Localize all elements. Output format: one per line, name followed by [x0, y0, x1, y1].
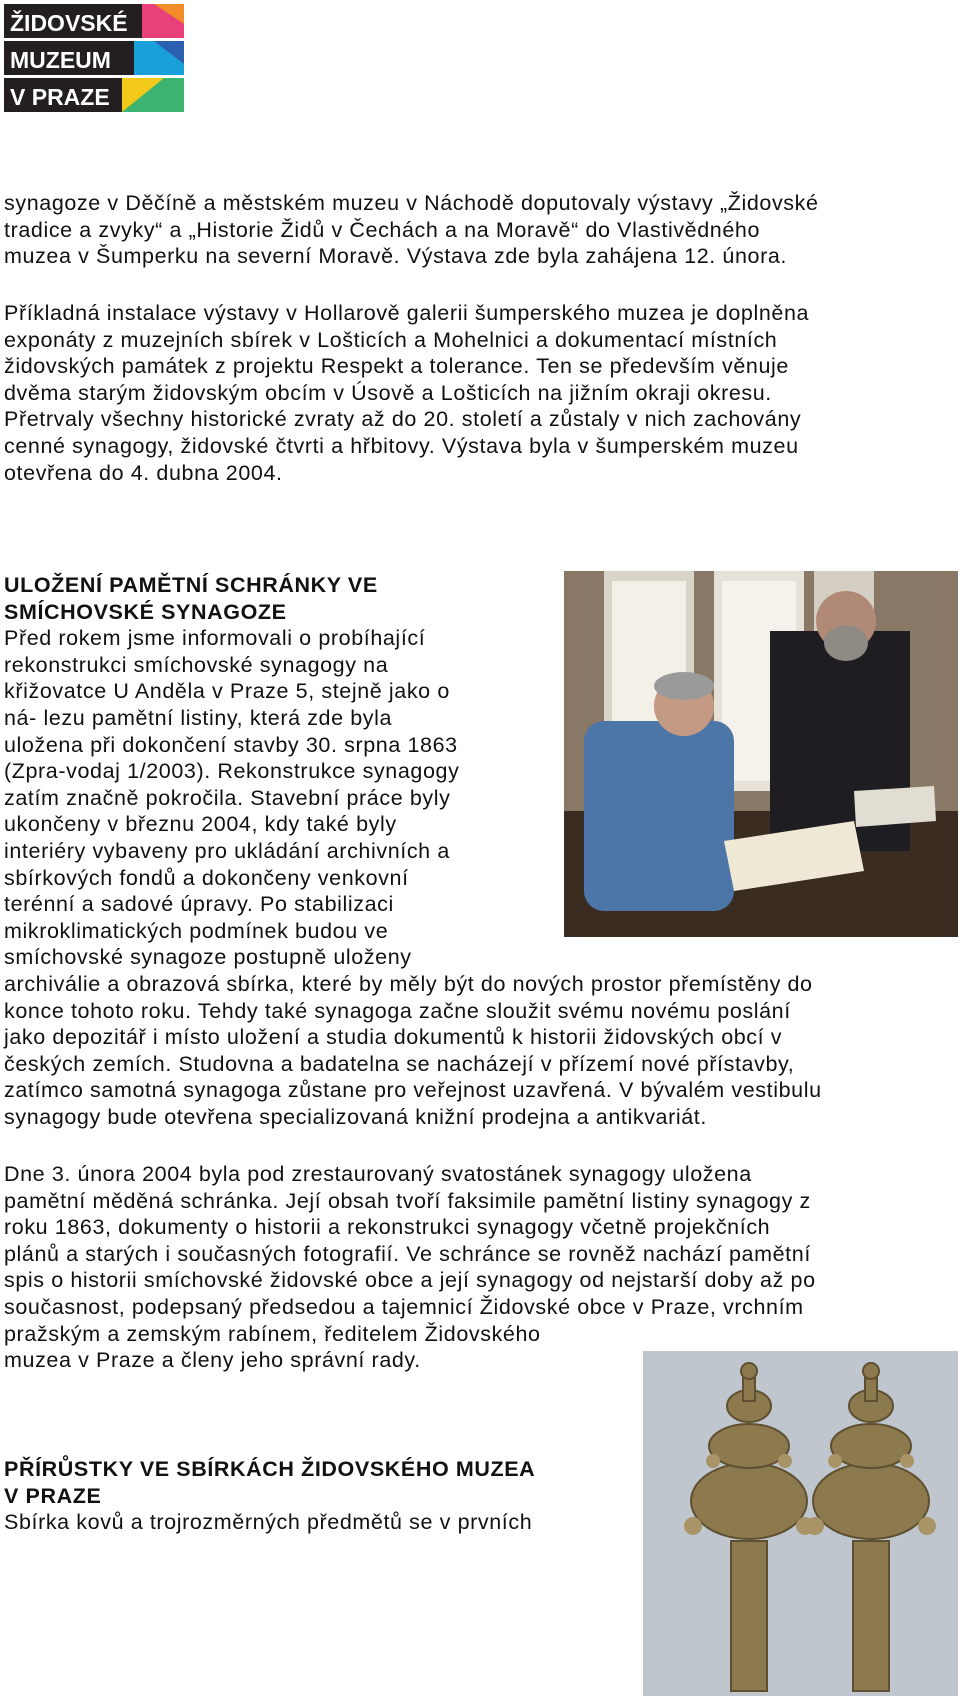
- section-heading: V PRAZE: [4, 1483, 102, 1508]
- section-heading: ULOŽENÍ PAMĚTNÍ SCHRÁNKY VE: [4, 573, 378, 597]
- photo-document-signing: [564, 571, 958, 937]
- text-line: křižovatce U Anděla v Praze 5, stejně jako o: [4, 679, 450, 704]
- museum-logo: [4, 4, 184, 112]
- photo-torah-finials: [643, 1351, 958, 1696]
- logo-graphic: [4, 4, 184, 112]
- text-line: rekonstrukci smíchovské synagogy na: [4, 652, 389, 677]
- text-line: (Zpra-vodaj 1/2003). Rekonstrukce synagogy: [4, 759, 460, 784]
- text-line: dvěma starým židovským obcím v Úsově a Lošticích na jižním okraji okresu.: [4, 380, 772, 405]
- text-line: exponáty z muzejních sbírek v Lošticích a Mohelnici a dokumentací místních: [4, 327, 778, 352]
- text-line: archiválie a obrazová sbírka, které by měly být do nových prostor přemístěny do: [4, 971, 813, 996]
- text-line: Sbírka kovů a trojrozměrných předmětů se v prvních: [4, 1510, 533, 1535]
- text-line: současnost, podepsaný předsedou a tajemnicí Židovské obce v Praze, vrchním: [4, 1294, 804, 1319]
- text-line: konce tohoto roku. Tehdy také synagoga začne sloužit svému novému poslání: [4, 998, 791, 1023]
- section-acquisitions: [4, 1456, 535, 1536]
- logo-line-2: MUZEUM: [10, 47, 111, 73]
- section-heading: SMÍCHOVSKÉ SYNAGOZE: [4, 599, 287, 624]
- text-line: muzea v Praze a členy jeho správní rady.: [4, 1348, 421, 1373]
- text-line: Před rokem jsme informovali o probíhající: [4, 626, 426, 651]
- intro-paragraph: [4, 190, 819, 270]
- text-line: Přetrvaly všechny historické zvraty až do 20. století a zůstaly v nich zachovány: [4, 407, 802, 432]
- text-line: zatímco samotná synagoga zůstane pro veřejnost uzavřená. V bývalém vestibulu: [4, 1078, 822, 1103]
- text-line: pamětní měděná schránka. Její obsah tvoří faksimile pamětní listiny synagogy z: [4, 1188, 811, 1213]
- text-line: smíchovské synagoze postupně uloženy: [4, 945, 412, 970]
- text-line: mikroklimatických podmínek budou ve: [4, 918, 389, 943]
- text-line: Dne 3. února 2004 byla pod zrestaurovaný svatostánek synagogy uložena: [4, 1162, 752, 1186]
- text-line: muzea v Šumperku na severní Moravě. Výstava zde byla zahájena 12. února.: [4, 244, 787, 269]
- memorial-box-paragraph: [4, 1161, 816, 1374]
- text-line: jako depozitář i místo uložení a studia dokumentů k historii židovských obcí v: [4, 1025, 783, 1050]
- text-line: synagogy bude otevřena specializovaná knižní prodejna a antikvariát.: [4, 1104, 707, 1129]
- text-line: zatím značně pokročila. Stavební práce byly: [4, 785, 451, 810]
- text-line: uložena při dokončení stavby 30. srpna 1863: [4, 732, 458, 757]
- text-line: tradice a zvyky“ a „Historie Židů v Čechách a na Moravě“ do Vlastivědného: [4, 217, 761, 242]
- text-line: plánů a starých i současných fotografií. Ve schránce se rovněž nachází pamětní: [4, 1241, 811, 1266]
- text-line: otevřena do 4. dubna 2004.: [4, 460, 283, 485]
- text-line: roku 1863, dokumenty o historii a rekonstrukci synagogy včetně projekčních: [4, 1215, 771, 1240]
- logo-line-1: ŽIDOVSKÉ: [10, 10, 128, 36]
- logo-line-3: V PRAZE: [10, 84, 110, 110]
- text-line: interiéry vybaveny pro ukládání archivních a: [4, 838, 450, 863]
- section-heading: PŘÍRŮSTKY VE SBÍRKÁCH ŽIDOVSKÉHO MUZEA: [4, 1457, 536, 1481]
- exhibition-paragraph: [4, 300, 809, 486]
- text-line: ná- lezu pamětní listiny, která zde byla: [4, 705, 393, 730]
- text-line: Příkladná instalace výstavy v Hollarově galerii šumperského muzea je doplněna: [4, 301, 810, 325]
- text-line: ukončeny v březnu 2004, kdy také byly: [4, 812, 397, 837]
- text-line: židovských památek z projektu Respekt a tolerance. Ten se především věnuje: [4, 354, 789, 379]
- text-line: synagoze v Děčíně a městském muzeu v Náchodě doputovaly výstavy „Židovské: [4, 191, 819, 215]
- text-line: pražským a zemským rabínem, ředitelem Židovského: [4, 1321, 541, 1346]
- text-line: sbírkových fondů a dokončeny venkovní: [4, 865, 409, 890]
- text-line: cenné synagogy, židovské čtvrti a hřbitovy. Výstava byla v šumperském muzeu: [4, 433, 799, 458]
- text-line: spis o historii smíchovské židovské obce a její synagogy od nejstarší doby až po: [4, 1268, 816, 1293]
- text-line: českých zemích. Studovna a badatelna se nacházejí v přízemí nové přístavby,: [4, 1051, 795, 1076]
- text-line: terénní a sadové úpravy. Po stabilizaci: [4, 892, 394, 917]
